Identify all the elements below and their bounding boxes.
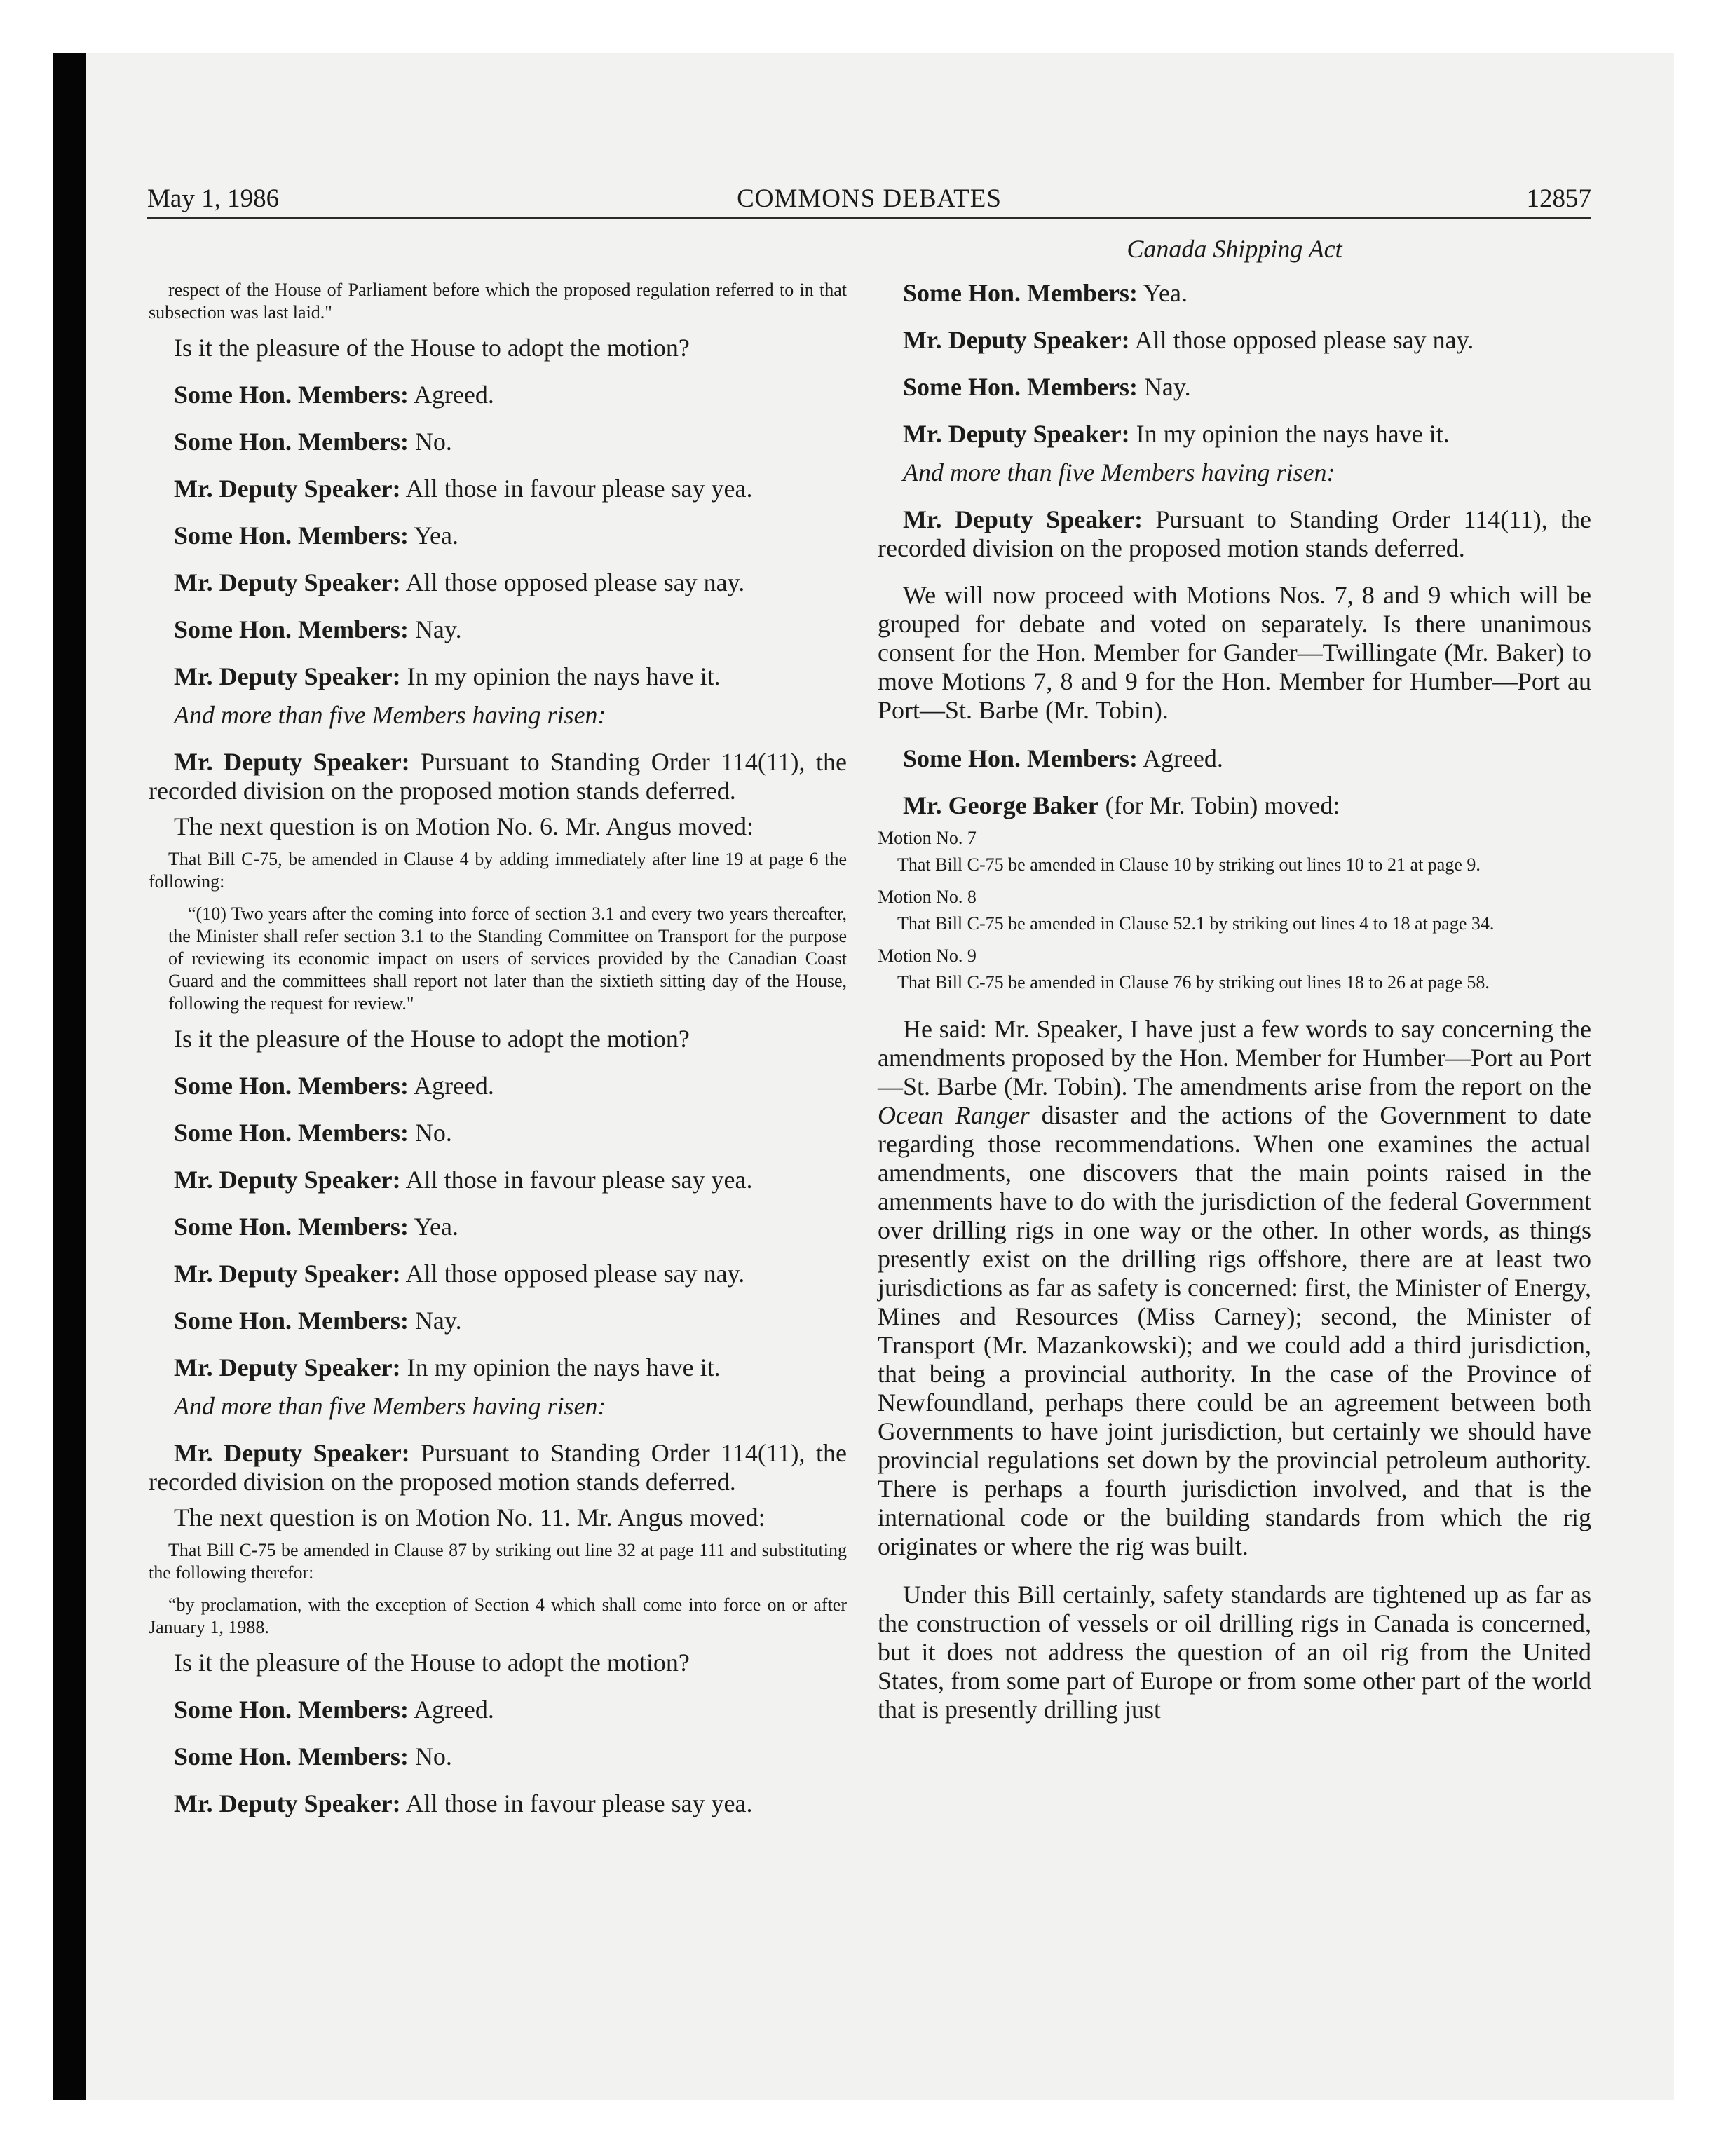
section-title: Canada Shipping Act <box>1127 235 1342 263</box>
paragraph-text: disaster and the actions of the Government to date regarding those recommendations. When one examines the actual amendments, one discovers that the main points raised in the amenments have to do with the jurisdiction of the federal Government over drilling rigs in one way or the other. In other words, as things presently exist on the drilling rigs offshore, there are at least two jurisdictions as far as safety is concerned: first, the Minister of Energy, Mines and Resources (Miss Carney); second, the Minister of Transport (Mr. Mazankowski); and we could add a third jurisdiction, that being a provincial authority. In the case of the Province of Newfoundland, perhaps there could be an agreement between both Governments to have joint jurisdiction, but certainly we should have provincial regulations set down by the provincial petroleum authority. There is perhaps a fourth jurisdiction involved, and that is the international code or the building standards from which the rig originates or where the rig was built. <box>878 1101 1591 1560</box>
motion-quote: “(10) Two years after the coming into force of section 3.1 and every two years thereafter, the Minister shall refer section 3.1 to the Standing Committee on Transport for the purpose of reviewing its economic impact on users of services provided by the Canadian Coast Guard and the committees shall report not later than the sixtieth sitting day of the House, following the request for review." <box>168 903 847 1014</box>
speaker: Mr. Deputy Speaker: <box>174 1439 410 1467</box>
speaker: Some Hon. Members: <box>903 373 1138 401</box>
speech-text: In my opinion the nays have it. <box>400 662 721 690</box>
speech <box>878 744 1591 773</box>
speech-text: No. <box>408 1742 452 1770</box>
speech <box>149 428 847 456</box>
motion-text-continued: respect of the House of Parliament before which the proposed regulation referred to in that subsection was last laid." <box>149 280 847 322</box>
motion-intro: The next question is on Motion No. 11. Mr. Angus moved: <box>174 1503 766 1531</box>
speaker: Mr. George Baker <box>903 791 1099 819</box>
motion-text: That Bill C-75 be amended in Clause 52.1 by striking out lines 4 to 18 at page 34. <box>897 913 1495 934</box>
speech <box>878 420 1591 449</box>
speaker: Some Hon. Members: <box>174 428 409 456</box>
speaker: Mr. Deputy Speaker: <box>174 1353 401 1381</box>
motion-text: That Bill C-75, be amended in Clause 4 by adding immediately after line 19 at page 6 the following: <box>149 849 847 892</box>
speech-text: Pursuant to Standing Order 114(11), the recorded division on the proposed motion stands deferred. <box>149 1439 847 1496</box>
speech-text: In my opinion the nays have it. <box>1129 420 1450 448</box>
speech <box>878 505 1591 563</box>
motion-text: That Bill C-75 be amended in Clause 87 by striking out line 32 at page 111 and substituting the following therefor: <box>149 1540 847 1583</box>
speech-text: Nay. <box>408 1306 462 1335</box>
speech-text: All those in favour please say yea. <box>400 1789 753 1817</box>
speech <box>149 1260 847 1288</box>
speech <box>149 1353 847 1382</box>
speech-text: Yea. <box>408 521 458 550</box>
speaker: Some Hon. Members: <box>174 381 409 409</box>
speaker: Some Hon. Members: <box>903 279 1138 307</box>
speech-text: No. <box>408 1119 452 1147</box>
scan-edge-bar <box>53 53 86 2100</box>
speech <box>149 1119 847 1147</box>
speaker: Mr. Deputy Speaker: <box>174 1789 401 1817</box>
stage-direction: And more than five Members having risen: <box>174 1392 606 1420</box>
speech <box>149 475 847 503</box>
right-column <box>878 228 1591 1744</box>
speaker: Mr. Deputy Speaker: <box>903 420 1130 448</box>
speech <box>149 662 847 691</box>
paragraph: We will now proceed with Motions Nos. 7, 8 and 9 which will be grouped for debate and voted on separately. Is there unanimous consent for the Hon. Member for Gander—Twillingate (Mr. Baker) to move Motions 7, 8 and 9 for the Hon. Member for Humber—Port au Port—St. Barbe (Mr. Tobin). <box>878 581 1591 724</box>
speech-text: All those in favour please say yea. <box>400 1166 753 1194</box>
speaker: Mr. Deputy Speaker: <box>174 475 401 503</box>
speech <box>149 1789 847 1818</box>
speech <box>149 1072 847 1100</box>
speech <box>878 326 1591 355</box>
speech <box>878 373 1591 402</box>
speaker: Mr. Deputy Speaker: <box>903 505 1143 533</box>
speaker: Mr. Deputy Speaker: <box>174 662 401 690</box>
speech <box>149 1439 847 1496</box>
speech-text: All those in favour please say yea. <box>400 475 753 503</box>
speech <box>149 381 847 409</box>
speaker: Mr. Deputy Speaker: <box>174 1166 401 1194</box>
speech-text: No. <box>408 428 452 456</box>
speech-text: Nay. <box>1137 373 1191 401</box>
speaker: Some Hon. Members: <box>174 1072 409 1100</box>
paragraph-text: He said: Mr. Speaker, I have just a few words to say concerning the amendments proposed by the Hon. Member for Humber—Port au Port—St. Barbe (Mr. Tobin). The amendments arise from the report on the <box>878 1015 1591 1100</box>
question: Is it the pleasure of the House to adopt the motion? <box>174 1649 690 1677</box>
speech <box>149 1166 847 1194</box>
speech <box>149 1742 847 1771</box>
speaker: Mr. Deputy Speaker: <box>903 326 1130 354</box>
motion-quote: “by proclamation, with the exception of Section 4 which shall come into force on or after January 1, 1988. <box>149 1595 847 1637</box>
speech-text: Agreed. <box>408 381 494 409</box>
speech <box>149 615 847 644</box>
speech <box>149 521 847 550</box>
speech-text: Agreed. <box>408 1072 494 1100</box>
stage-direction: And more than five Members having risen: <box>174 701 606 729</box>
speech <box>149 568 847 597</box>
speaker: Some Hon. Members: <box>174 1306 409 1335</box>
paragraph <box>878 1015 1591 1561</box>
header-page-number: 12857 <box>1526 184 1591 213</box>
motion-intro: The next question is on Motion No. 6. Mr. Angus moved: <box>174 812 754 840</box>
speech <box>878 279 1591 308</box>
question: Is it the pleasure of the House to adopt the motion? <box>174 1025 690 1053</box>
motion-label: Motion No. 9 <box>878 946 977 966</box>
speech-text: All those opposed please say nay. <box>400 568 745 596</box>
speech-text: Yea. <box>408 1213 458 1241</box>
speaker: Some Hon. Members: <box>174 1213 409 1241</box>
header-date: May 1, 1986 <box>147 184 280 213</box>
speech <box>149 1306 847 1335</box>
speaker: Some Hon. Members: <box>174 1742 409 1770</box>
speech-text: Agreed. <box>1137 744 1223 772</box>
vessel-name: Ocean Ranger <box>878 1101 1030 1129</box>
header-title: COMMONS DEBATES <box>737 184 1002 213</box>
speech <box>878 791 1591 820</box>
left-column <box>149 228 847 1836</box>
speaker: Mr. Deputy Speaker: <box>174 748 410 776</box>
stage-direction: And more than five Members having risen: <box>903 458 1335 486</box>
motion-text: That Bill C-75 be amended in Clause 76 by striking out lines 18 to 26 at page 58. <box>897 972 1490 992</box>
speaker: Some Hon. Members: <box>174 521 409 550</box>
page-header <box>147 181 1591 219</box>
paragraph: Under this Bill certainly, safety standards are tightened up as far as the construction of vessels or oil drilling rigs in Canada is concerned, but it does not address the question of an oil rig from the United States, from some part of Europe or from some other part of the world that is presently drilling just <box>878 1581 1591 1724</box>
speech-text: All those opposed please say nay. <box>1129 326 1474 354</box>
speaker: Mr. Deputy Speaker: <box>174 568 401 596</box>
question: Is it the pleasure of the House to adopt the motion? <box>174 334 690 362</box>
speech-text: Pursuant to Standing Order 114(11), the recorded division on the proposed motion stands deferred. <box>878 505 1591 562</box>
speech <box>149 1213 847 1241</box>
speech-text: All those opposed please say nay. <box>400 1260 745 1288</box>
motion-label: Motion No. 7 <box>878 828 977 848</box>
motion-text: That Bill C-75 be amended in Clause 10 by striking out lines 10 to 21 at page 9. <box>897 854 1481 875</box>
speaker: Some Hon. Members: <box>174 1696 409 1724</box>
speech <box>149 748 847 805</box>
speech-text: Yea. <box>1137 279 1188 307</box>
speaker: Some Hon. Members: <box>174 615 409 643</box>
speech-text: In my opinion the nays have it. <box>400 1353 721 1381</box>
speaker: Some Hon. Members: <box>174 1119 409 1147</box>
speech-text: Pursuant to Standing Order 114(11), the recorded division on the proposed motion stands deferred. <box>149 748 847 805</box>
speaker: Mr. Deputy Speaker: <box>174 1260 401 1288</box>
speech-text: Nay. <box>408 615 462 643</box>
speech-text: Agreed. <box>408 1696 494 1724</box>
speech-text: (for Mr. Tobin) moved: <box>1098 791 1340 819</box>
motion-label: Motion No. 8 <box>878 887 977 907</box>
speech <box>149 1696 847 1724</box>
speaker: Some Hon. Members: <box>903 744 1138 772</box>
